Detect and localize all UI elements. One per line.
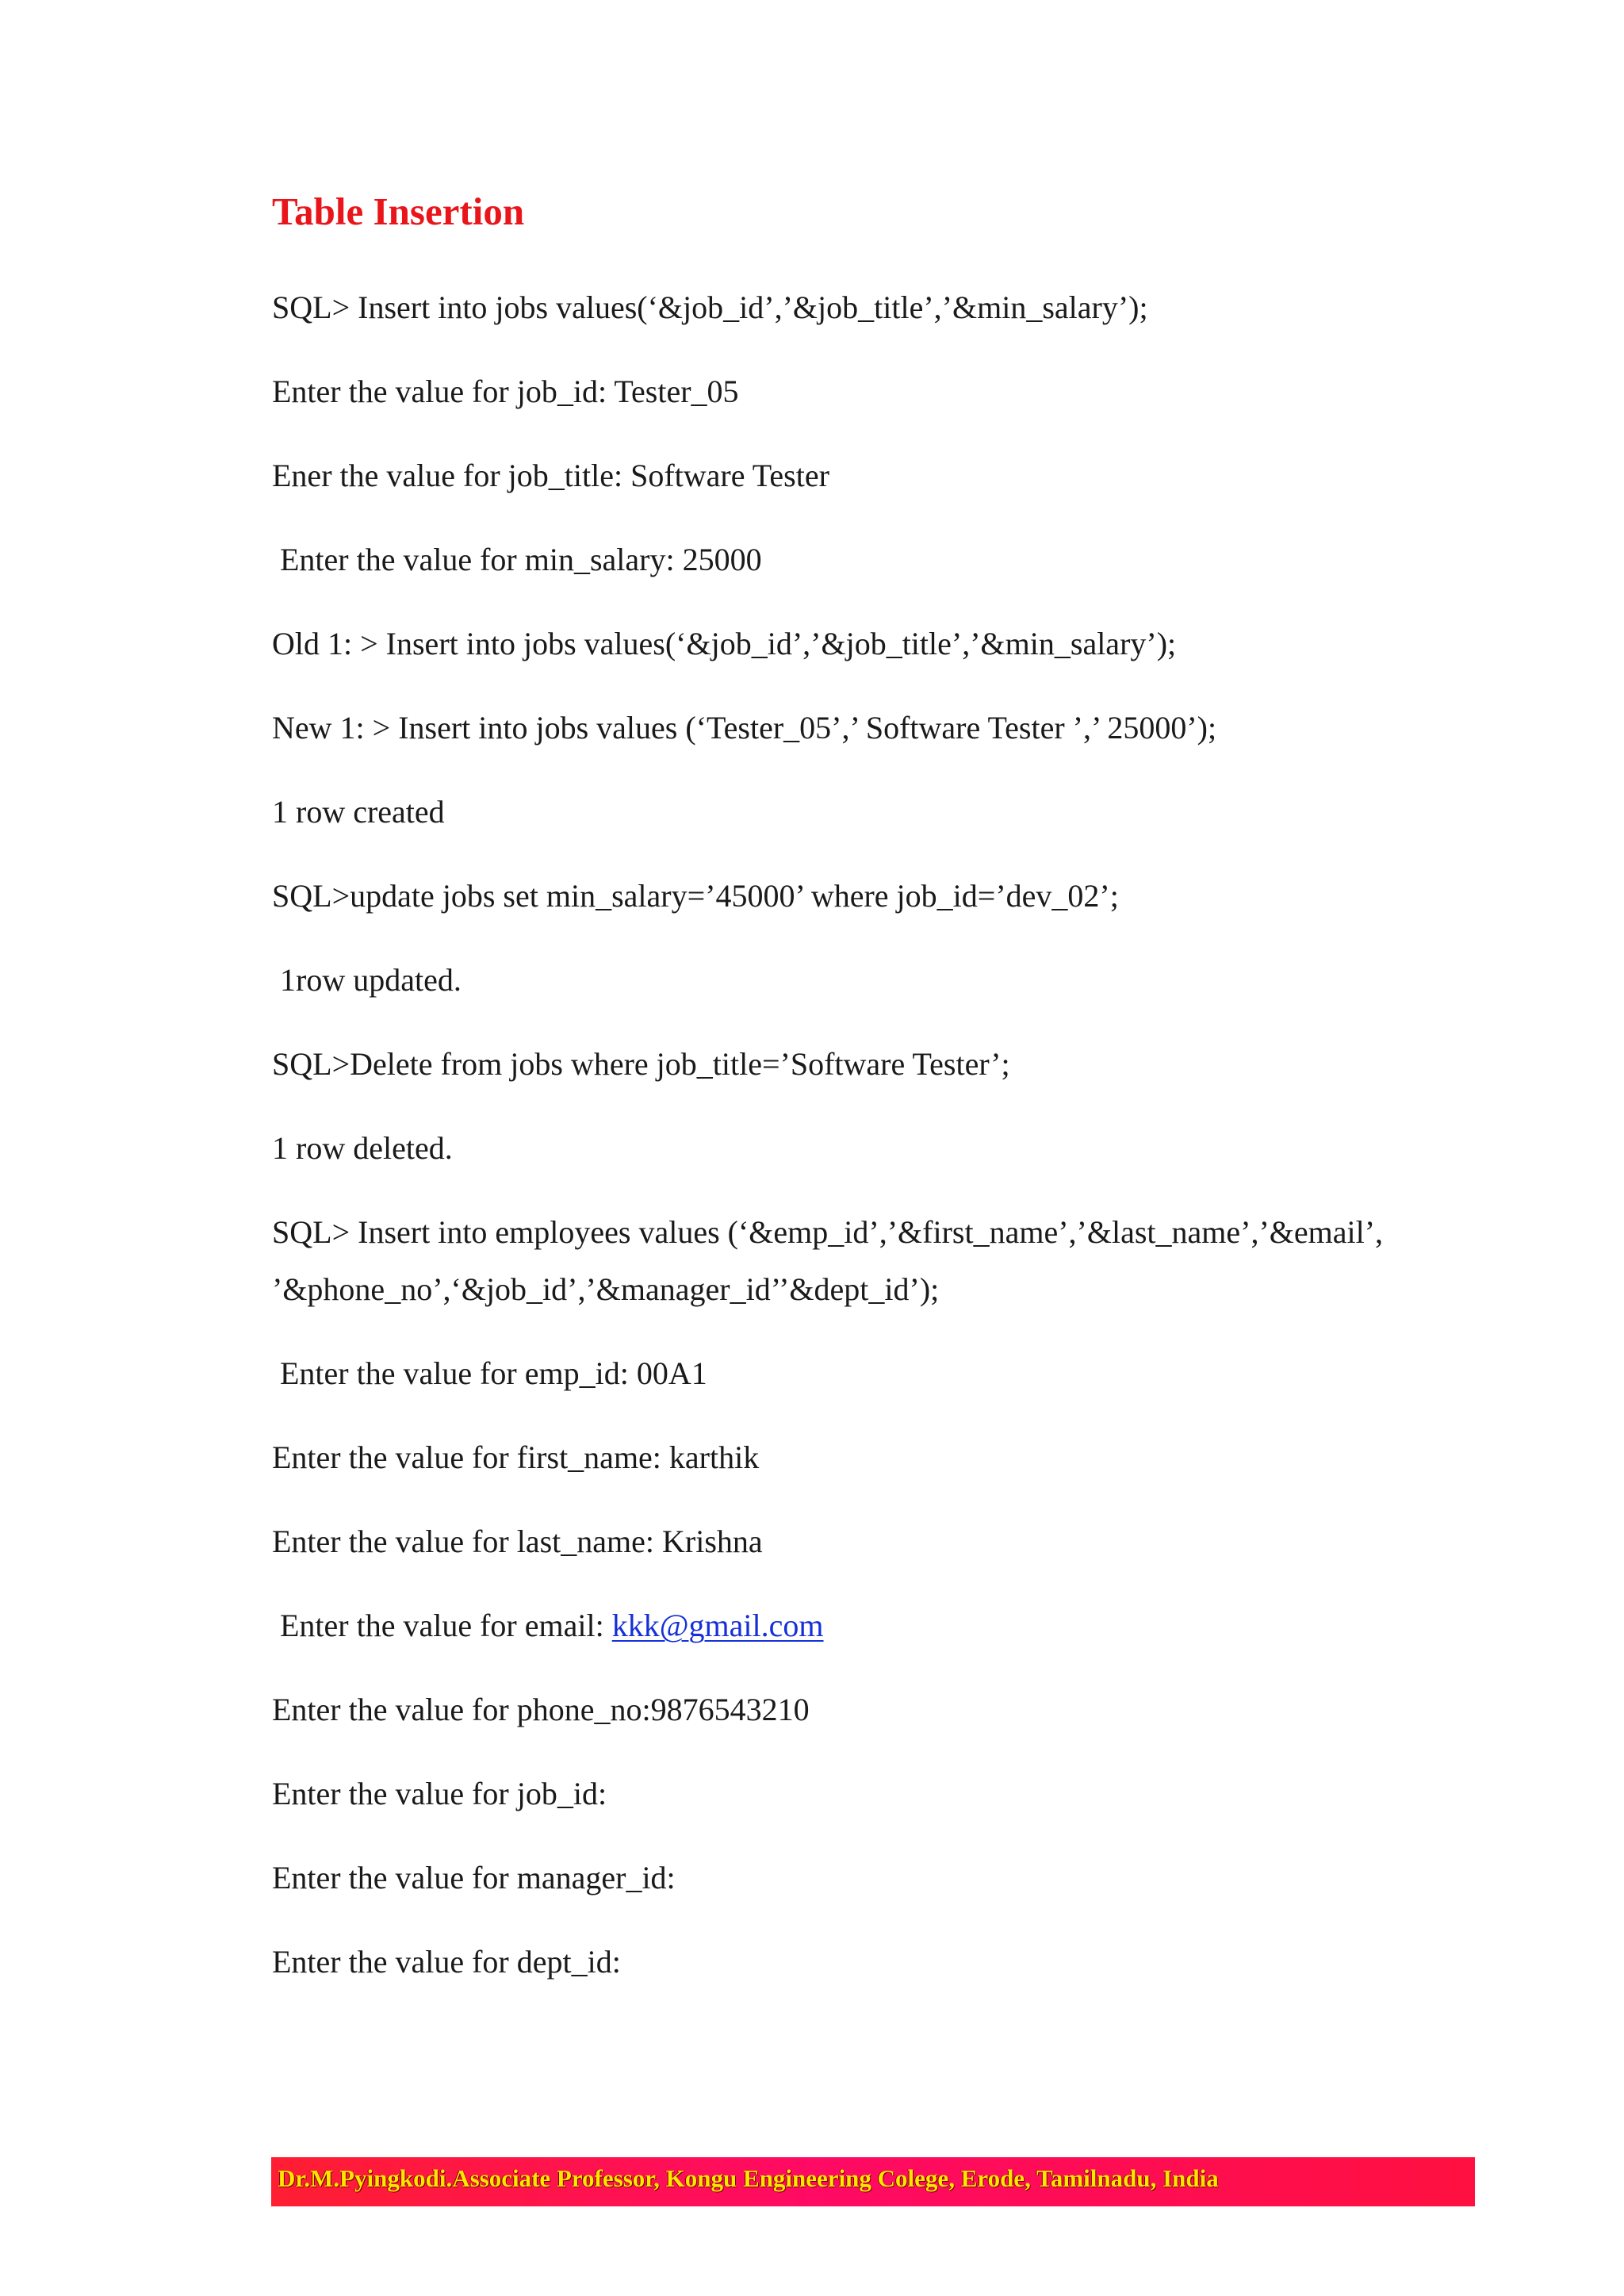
result-row-created: 1 row created <box>272 794 445 830</box>
result-row-deleted: 1 row deleted. <box>272 1130 453 1166</box>
old-statement: Old 1: > Insert into jobs values(‘&job_id’,’&job_title’,’&min_salary’); <box>272 626 1177 661</box>
section-heading: Table Insertion <box>272 190 525 233</box>
footer-author-text: Dr.M.Pyingkodi.Associate Professor, Kongu Engineering Colege, Erode, Tamilnadu, India <box>278 2164 1219 2192</box>
prompt-job-id-2: Enter the value for job_id: <box>272 1776 607 1811</box>
sql-insert-jobs-statement: SQL> Insert into jobs values(‘&job_id’,’&job_title’,’&min_salary’); <box>272 289 1148 325</box>
sql-insert-employees-statement: SQL> Insert into employees values (‘&emp_id’,’&first_name’,’&last_name’,’&email’, <box>272 1214 1384 1250</box>
prompt-dept-id: Enter the value for dept_id: <box>272 1944 621 1980</box>
prompt-first-name: Enter the value for first_name: karthik <box>272 1439 760 1475</box>
prompt-email-label: Enter the value for email: <box>280 1608 612 1643</box>
prompt-manager-id: Enter the value for manager_id: <box>272 1860 676 1895</box>
footer-banner <box>271 2157 1475 2206</box>
sql-update-statement: SQL>update jobs set min_salary=’45000’ where job_id=’dev_02’; <box>272 878 1119 914</box>
prompt-phone-no: Enter the value for phone_no:9876543210 <box>272 1692 810 1727</box>
prompt-last-name: Enter the value for last_name: Krishna <box>272 1524 763 1559</box>
prompt-min-salary: Enter the value for min_salary: 25000 <box>280 542 762 577</box>
sql-insert-employees-continuation: ’&phone_no’,‘&job_id’,’&manager_id’’&dept_id’); <box>272 1271 940 1307</box>
prompt-job-id: Enter the value for job_id: Tester_05 <box>272 374 739 409</box>
prompt-email <box>280 1610 824 1642</box>
sql-delete-statement: SQL>Delete from jobs where job_title=’Software Tester’; <box>272 1046 1010 1082</box>
prompt-emp-id: Enter the value for emp_id: 00A1 <box>280 1355 707 1391</box>
new-statement: New 1: > Insert into jobs values (‘Tester_05’,’ Software Tester ’,’ 25000’); <box>272 710 1217 746</box>
email-link[interactable]: kkk@gmail.com <box>611 1608 824 1643</box>
prompt-job-title: Ener the value for job_title: Software Tester <box>272 458 829 493</box>
result-row-updated: 1row updated. <box>280 962 462 998</box>
